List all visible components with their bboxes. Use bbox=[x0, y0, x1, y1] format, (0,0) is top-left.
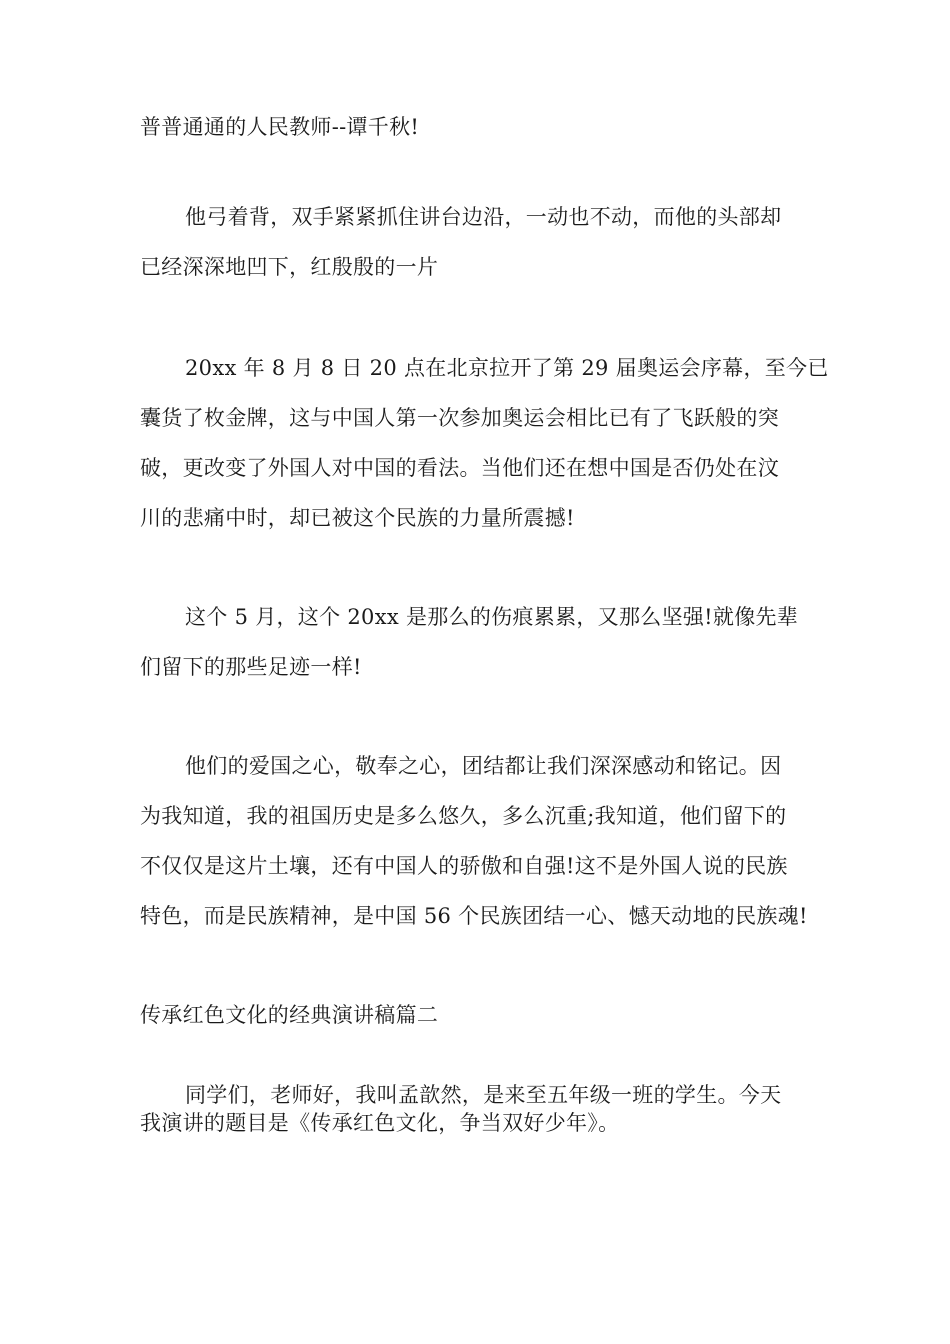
text-line: 们留下的那些足迹一样! bbox=[140, 655, 362, 679]
text-line: 不仅仅是这片土壤，还有中国人的骄傲和自强!这不是外国人说的民族 bbox=[140, 854, 788, 878]
text-line: 他弓着背，双手紧紧抓住讲台边沿，一动也不动，而他的头部却 bbox=[185, 205, 782, 229]
text-line: 已经深深地凹下，红殷殷的一片 bbox=[140, 255, 439, 279]
text-line: 囊货了枚金牌，这与中国人第一次参加奥运会相比已有了飞跃般的突 bbox=[140, 406, 779, 430]
text-line: 20xx 年 8 月 8 日 20 点在北京拉开了第 29 届奥运会序幕，至今已 bbox=[185, 356, 829, 380]
section-heading: 传承红色文化的经典演讲稿篇二 bbox=[140, 1003, 439, 1027]
text-line: 川的悲痛中时，却已被这个民族的力量所震撼! bbox=[140, 506, 575, 530]
text-line: 特色，而是民族精神，是中国 56 个民族团结一心、憾天动地的民族魂! bbox=[140, 904, 808, 928]
text-line: 这个 5 月，这个 20xx 是那么的伤痕累累，又那么坚强!就像先辈 bbox=[185, 605, 799, 629]
text-line: 为我知道，我的祖国历史是多么悠久，多么沉重;我知道，他们留下的 bbox=[140, 804, 787, 828]
text-line: 他们的爱国之心，敬奉之心，团结都让我们深深感动和铭记。因 bbox=[185, 754, 782, 778]
text-line: 我演讲的题目是《传承红色文化，争当双好少年》。 bbox=[140, 1111, 620, 1135]
text-line: 普普通通的人民教师--谭千秋! bbox=[140, 115, 420, 139]
text-line: 同学们，老师好，我叫孟歆然，是来至五年级一班的学生。今天 bbox=[185, 1083, 782, 1107]
text-line: 破，更改变了外国人对中国的看法。当他们还在想中国是否仍处在汶 bbox=[140, 456, 779, 480]
